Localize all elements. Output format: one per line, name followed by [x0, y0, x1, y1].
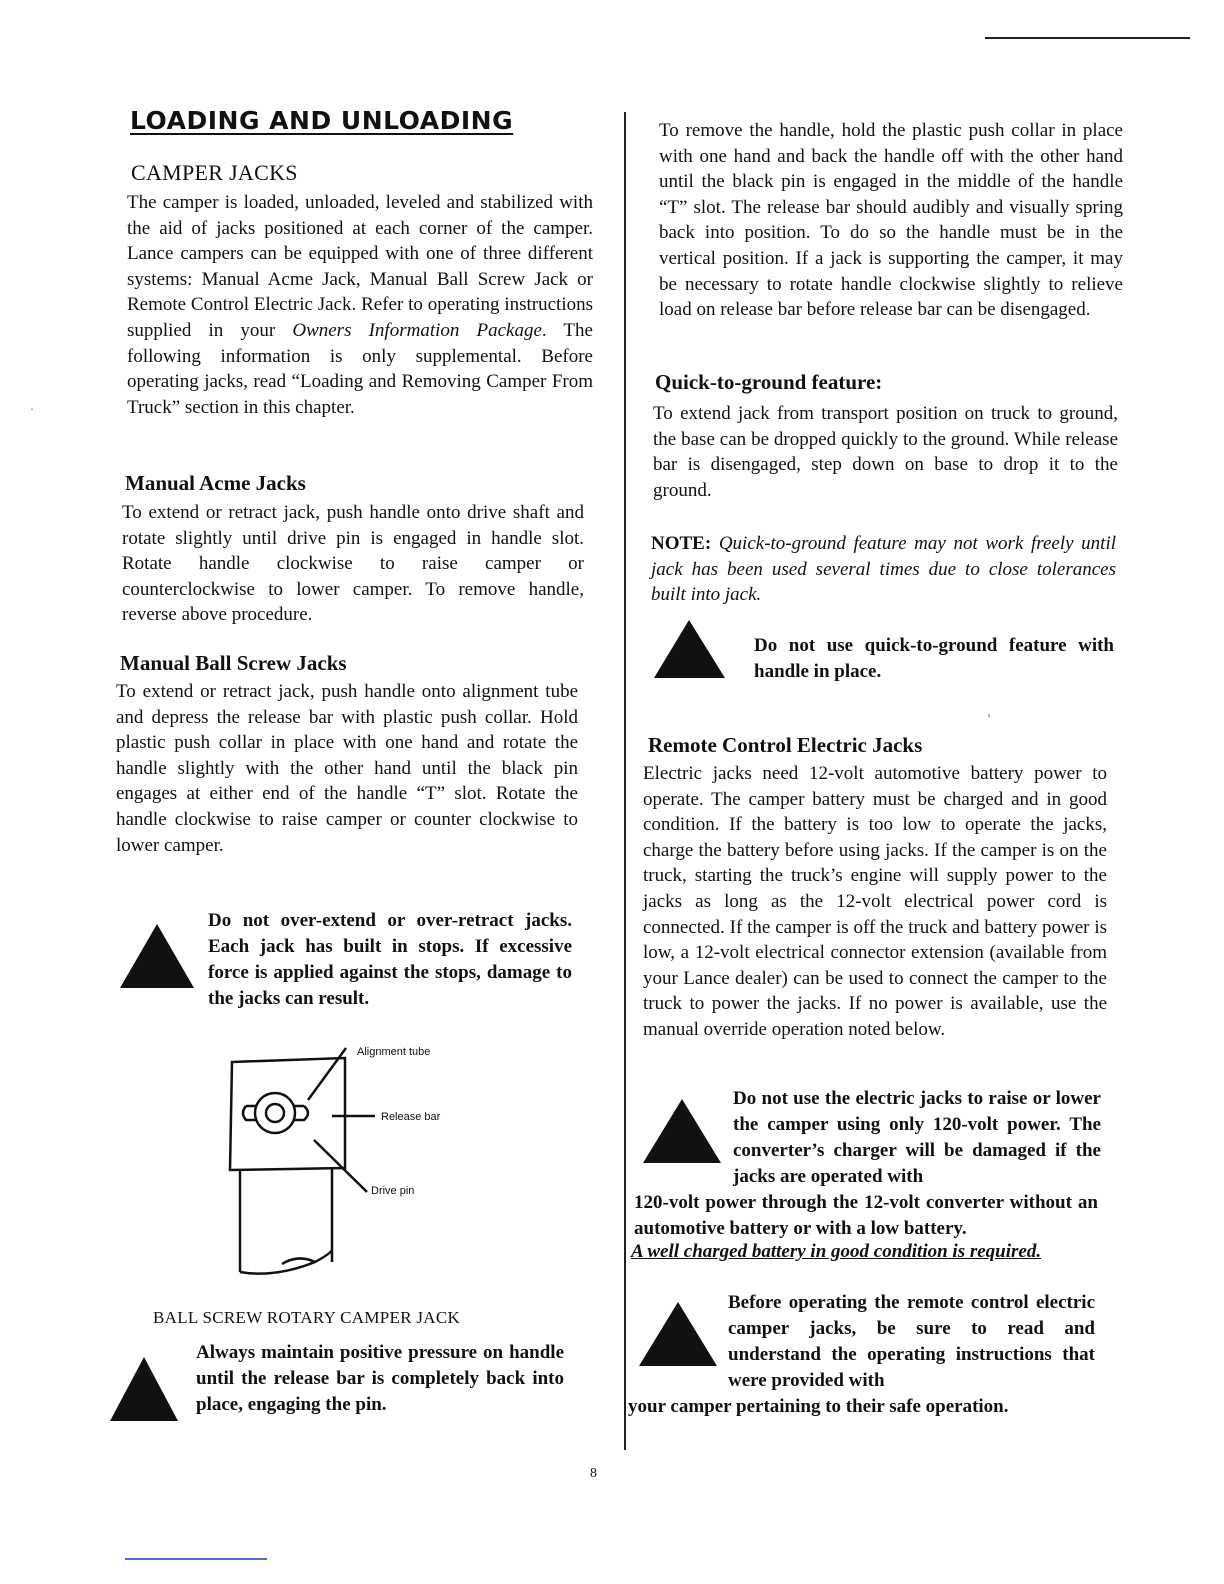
- quick-to-ground-text: To extend jack from transport position on truck to ground, the base can be dropped quickly to the ground. While release bar is disengaged, step down on base to drop it to the ground.: [653, 403, 1118, 501]
- acme-jacks-text: To extend or retract jack, push handle onto drive shaft and rotate slightly until drive pin is engaged in handle slot. Rotate handle clockwise to raise camper or counterclockwise to lower camper. To remove handle, reverse above procedure.: [122, 502, 584, 626]
- footer-rule: [125, 1558, 267, 1560]
- page-number: 8: [590, 1466, 597, 1481]
- warning-triangle-icon: [652, 618, 727, 680]
- remote-jacks-heading: Remote Control Electric Jacks: [648, 733, 923, 757]
- battery-required-note: A well charged battery in good condition is required.: [631, 1241, 1042, 1262]
- page-title: LOADING AND UNLOADING: [130, 106, 514, 135]
- warning-electric-jacks: Do not use the electric jacks to raise or lower the camper using only 120-volt power. The converter’s charger will be damaged if the jacks are operated with: [733, 1088, 1101, 1187]
- quick-to-ground-heading: Quick-to-ground feature:: [655, 370, 883, 394]
- ball-screw-heading: Manual Ball Screw Jacks: [120, 651, 347, 675]
- note-text: NOTE: Quick-to-ground feature may not work freely until jack has been used several times due to close tolerances built into jack.: [651, 533, 1117, 605]
- warning-triangle-icon: [118, 922, 196, 990]
- remove-handle-text: To remove the handle, hold the plastic push collar in place with one hand and back the handle off with the other hand until the black pin is engaged in the middle of the handle “T” slot. The release bar should audibly and visually spring back into position. To do so the handle must be in the vertical position. If a jack is supporting the camper, it may be necessary to rotate handle clockwise slightly to relieve load on release bar before release bar can be disengaged.: [659, 120, 1123, 321]
- scan-mark: ·: [30, 402, 34, 416]
- scan-mark: ': [988, 711, 991, 725]
- release-bar-label: Release bar: [381, 1111, 441, 1123]
- warning-triangle-icon: [108, 1355, 180, 1423]
- camper-jacks-text: The camper is loaded, unloaded, leveled and stabilized with the aid of jacks positioned at each corner of the camper. Lance campers can be equipped with one of three different systems: Manual Acme Jack, Manual Ball Screw Jack or Remote Control Electric Jack. Refer to operating instructions supplied in your Owners Information Package. The following information is only supplemental. Before operating jacks, read “Loading and Removing Camper From Truck” section in this chapter.: [127, 192, 593, 418]
- ball-screw-text: To extend or retract jack, push handle onto alignment tube and depress the release bar with plastic push collar. Hold plastic push collar in place with one hand and rotate the handle slightly with the other hand until the black pin engages at either end of the handle “T” slot. Rotate the handle clockwise to raise camper or counter clockwise to lower camper.: [116, 681, 578, 856]
- remote-jacks-text: Electric jacks need 12-volt automotive battery power to operate. The camper battery must be charged and in good condition. If the battery is too low to operate the jacks, charge the battery before using jacks. If the camper is on the truck, starting the truck’s engine will supply power to the jacks as long as the 12-volt electrical power cord is connected. If the camper is off the truck and battery power is low, a 12-volt electrical connector extension (available from your Lance dealer) can be used to connect the camper to the truck to power the jacks. If no power is available, use the manual override operation noted below.: [643, 763, 1107, 1040]
- warning-triangle-icon: [641, 1097, 723, 1165]
- warning-triangle-icon: [637, 1300, 719, 1368]
- figure-caption: BALL SCREW ROTARY CAMPER JACK: [153, 1308, 461, 1327]
- warning-remote-control-cont: your camper pertaining to their safe operation.: [628, 1396, 1009, 1417]
- acme-jacks-heading: Manual Acme Jacks: [125, 471, 306, 495]
- warning-remote-control: Before operating the remote control electric camper jacks, be sure to read and understand the operating instructions that were provided with: [728, 1292, 1095, 1391]
- column-divider: [624, 112, 626, 1450]
- header-rule: [985, 37, 1190, 39]
- alignment-tube-label: Alignment tube: [357, 1046, 431, 1058]
- warning-quick-to-ground: Do not use quick-to-ground feature with handle in place.: [754, 635, 1114, 682]
- drive-pin-label: Drive pin: [371, 1185, 415, 1197]
- warning-electric-jacks-cont: 120-volt power through the 12-volt converter without an automotive battery or with a low battery.: [634, 1192, 1098, 1239]
- camper-jacks-heading: CAMPER JACKS: [131, 160, 298, 185]
- jack-diagram: [220, 1040, 380, 1285]
- note-label: NOTE:: [651, 533, 712, 554]
- warning-over-extend: Do not over-extend or over-retract jacks. Each jack has built in stops. If excessive force is applied against the stops, damage to the jacks can result.: [208, 910, 572, 1009]
- warning-positive-pressure: Always maintain positive pressure on handle until the release bar is completely back into place, engaging the pin.: [196, 1342, 564, 1415]
